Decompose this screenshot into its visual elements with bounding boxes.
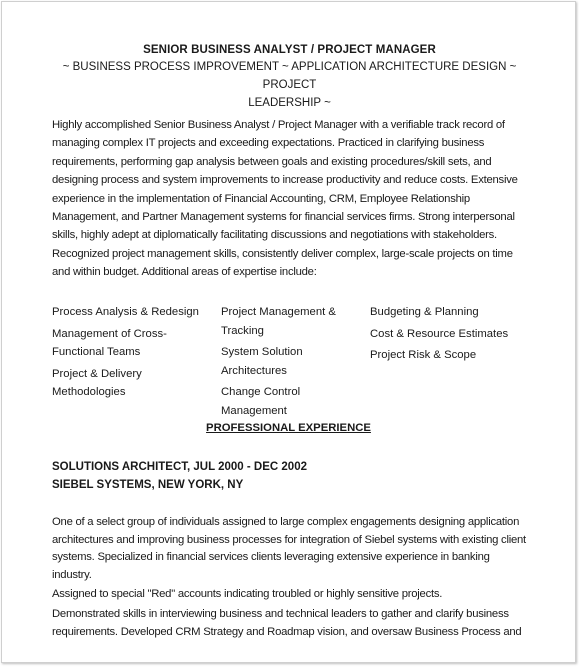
skill-item: Project Management & Tracking (221, 306, 336, 337)
skill-item: Management of Cross-Functional Teams (52, 327, 167, 358)
skill-item: Project & Delivery Methodologies (52, 367, 142, 398)
summary-paragraph: Highly accomplished Senior Business Analyst / Project Manager with a verifiable track record of managing complex IT projects and exceeding expectations. Practiced in clarifying business requirements, performing gap analysis between goals and existing procedures/skill sets, and designing process and system improvements to increase productivity and reduce costs. Extensive experience in the implementation of Financial Accounting, CRM, Employee Relationship Management, and Partner Management systems for financial services firms. Strong interpersonal skills, highly adept at diplomatically facilitating discussions and negotiations with stakeholders. Recognized project management skills, consistently deliver complex, large-scale projects on time and within budget. Additional areas of expertise include: (52, 119, 518, 279)
tagline-line: ~ BUSINESS PROCESS IMPROVEMENT ~ APPLICATION ARCHITECTURE DESIGN ~ PROJECT (62, 61, 517, 91)
job-company: SIEBEL SYSTEMS, NEW YORK, NY (52, 479, 244, 491)
job-paragraph: Demonstrated skills in interviewing business and technical leaders to gather and clarify business requirements. Developed CRM Strategy and Roadmap vision, and oversaw Business Process and (52, 607, 522, 638)
section-heading-experience: PROFESSIONAL EXPERIENCE (206, 422, 371, 434)
skill-item: Cost & Resource Estimates (370, 327, 509, 340)
tagline-line: LEADERSHIP ~ (248, 97, 331, 109)
job-header (52, 458, 307, 494)
skills-column (370, 303, 520, 368)
job-title: SOLUTIONS ARCHITECT, JUL 2000 - DEC 2002 (52, 461, 307, 473)
job-description (52, 514, 532, 643)
skill-item: Change Control Management (221, 386, 301, 417)
skill-item: Project Risk & Scope (370, 349, 477, 361)
job-paragraph: Assigned to special "Red" accounts indicating troubled or highly sensitive projects. (52, 588, 443, 601)
resume-title: SENIOR BUSINESS ANALYST / PROJECT MANAGER (143, 44, 436, 56)
tagline (42, 58, 537, 112)
resume-page (1, 1, 576, 663)
skill-item: Budgeting & Planning (370, 306, 479, 318)
skill-item: System Solution Architectures (221, 346, 303, 377)
skills-column (52, 303, 217, 405)
skills-column (221, 303, 369, 423)
skill-item: Process Analysis & Redesign (52, 306, 199, 318)
resume-header (42, 44, 537, 112)
job-paragraph: One of a select group of individuals assigned to large complex engagements designing application architectures and improving business processes for integration of Siebel systems with existing client systems. Specialized in financial services clients leveraging extensive experience in banking industry. (52, 516, 526, 581)
